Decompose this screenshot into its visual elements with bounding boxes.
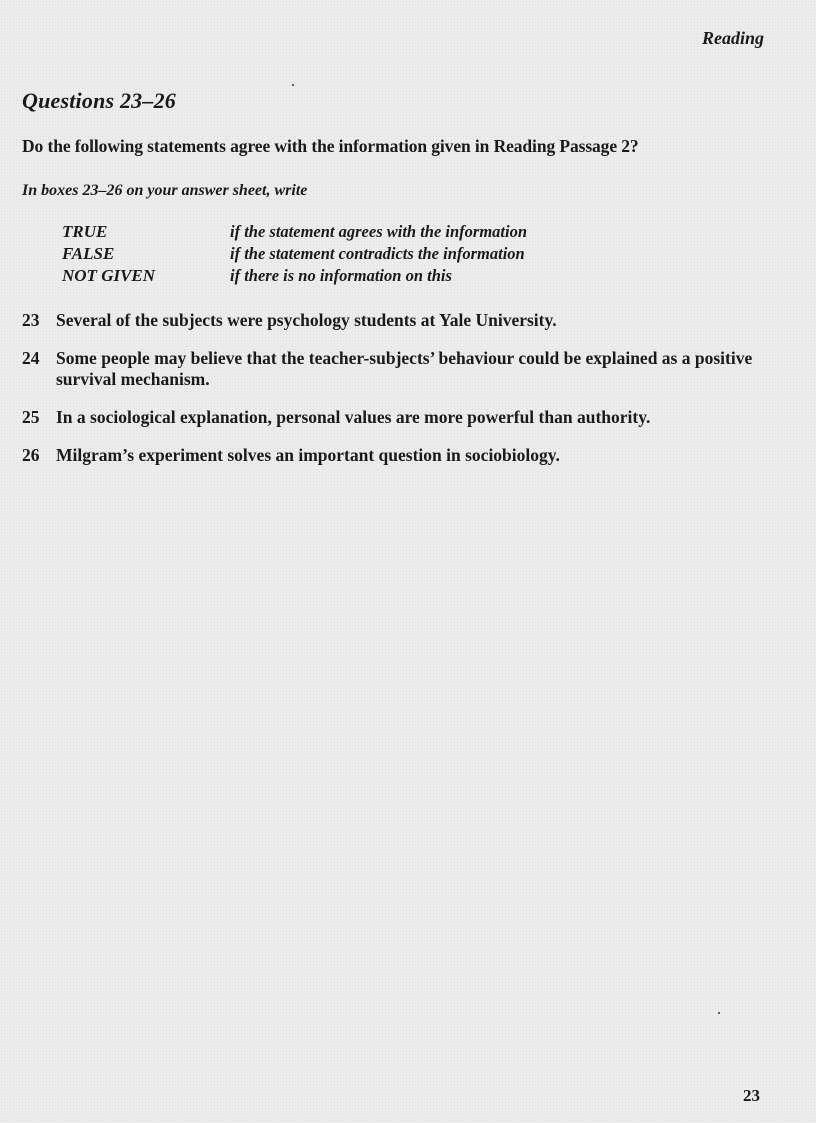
question-item [22,310,782,331]
question-number: 26 [22,445,40,465]
legend-description: if the statement agrees with the information [230,222,528,241]
legend-key: FALSE [62,244,115,263]
legend-key: NOT GIVEN [62,266,156,285]
question-item [22,348,782,390]
running-head: Reading [701,28,764,48]
question-number: 24 [22,348,40,368]
answer-sheet-note: In boxes 23–26 on your answer sheet, write [22,182,308,199]
questions-heading: Questions 23–26 [22,88,176,113]
legend-row [62,266,527,288]
question-text: In a sociological explanation, personal values are more powerful than authority. [56,407,651,427]
page-number: 23 [743,1086,760,1105]
legend-key: TRUE [62,222,108,241]
legend-row [62,244,527,266]
instruction-text: Do the following statements agree with the information given in Reading Passage 2? [22,136,639,156]
legend-row [62,222,527,244]
legend-description: if there is no information on this [230,266,452,285]
scan-speck [718,1012,720,1014]
question-text: Some people may believe that the teacher-subjects’ behaviour could be explained as a positive survival mechanism. [56,348,753,389]
scan-speck [292,84,294,86]
legend-description: if the statement contradicts the information [230,244,525,263]
question-item [22,445,782,466]
question-number: 25 [22,407,40,427]
question-text: Milgram’s experiment solves an important question in sociobiology. [56,445,560,465]
question-list [22,310,782,483]
question-text: Several of the subjects were psychology students at Yale University. [56,310,557,330]
question-number: 23 [22,310,40,330]
answer-key-legend [62,222,527,288]
question-item [22,407,782,428]
